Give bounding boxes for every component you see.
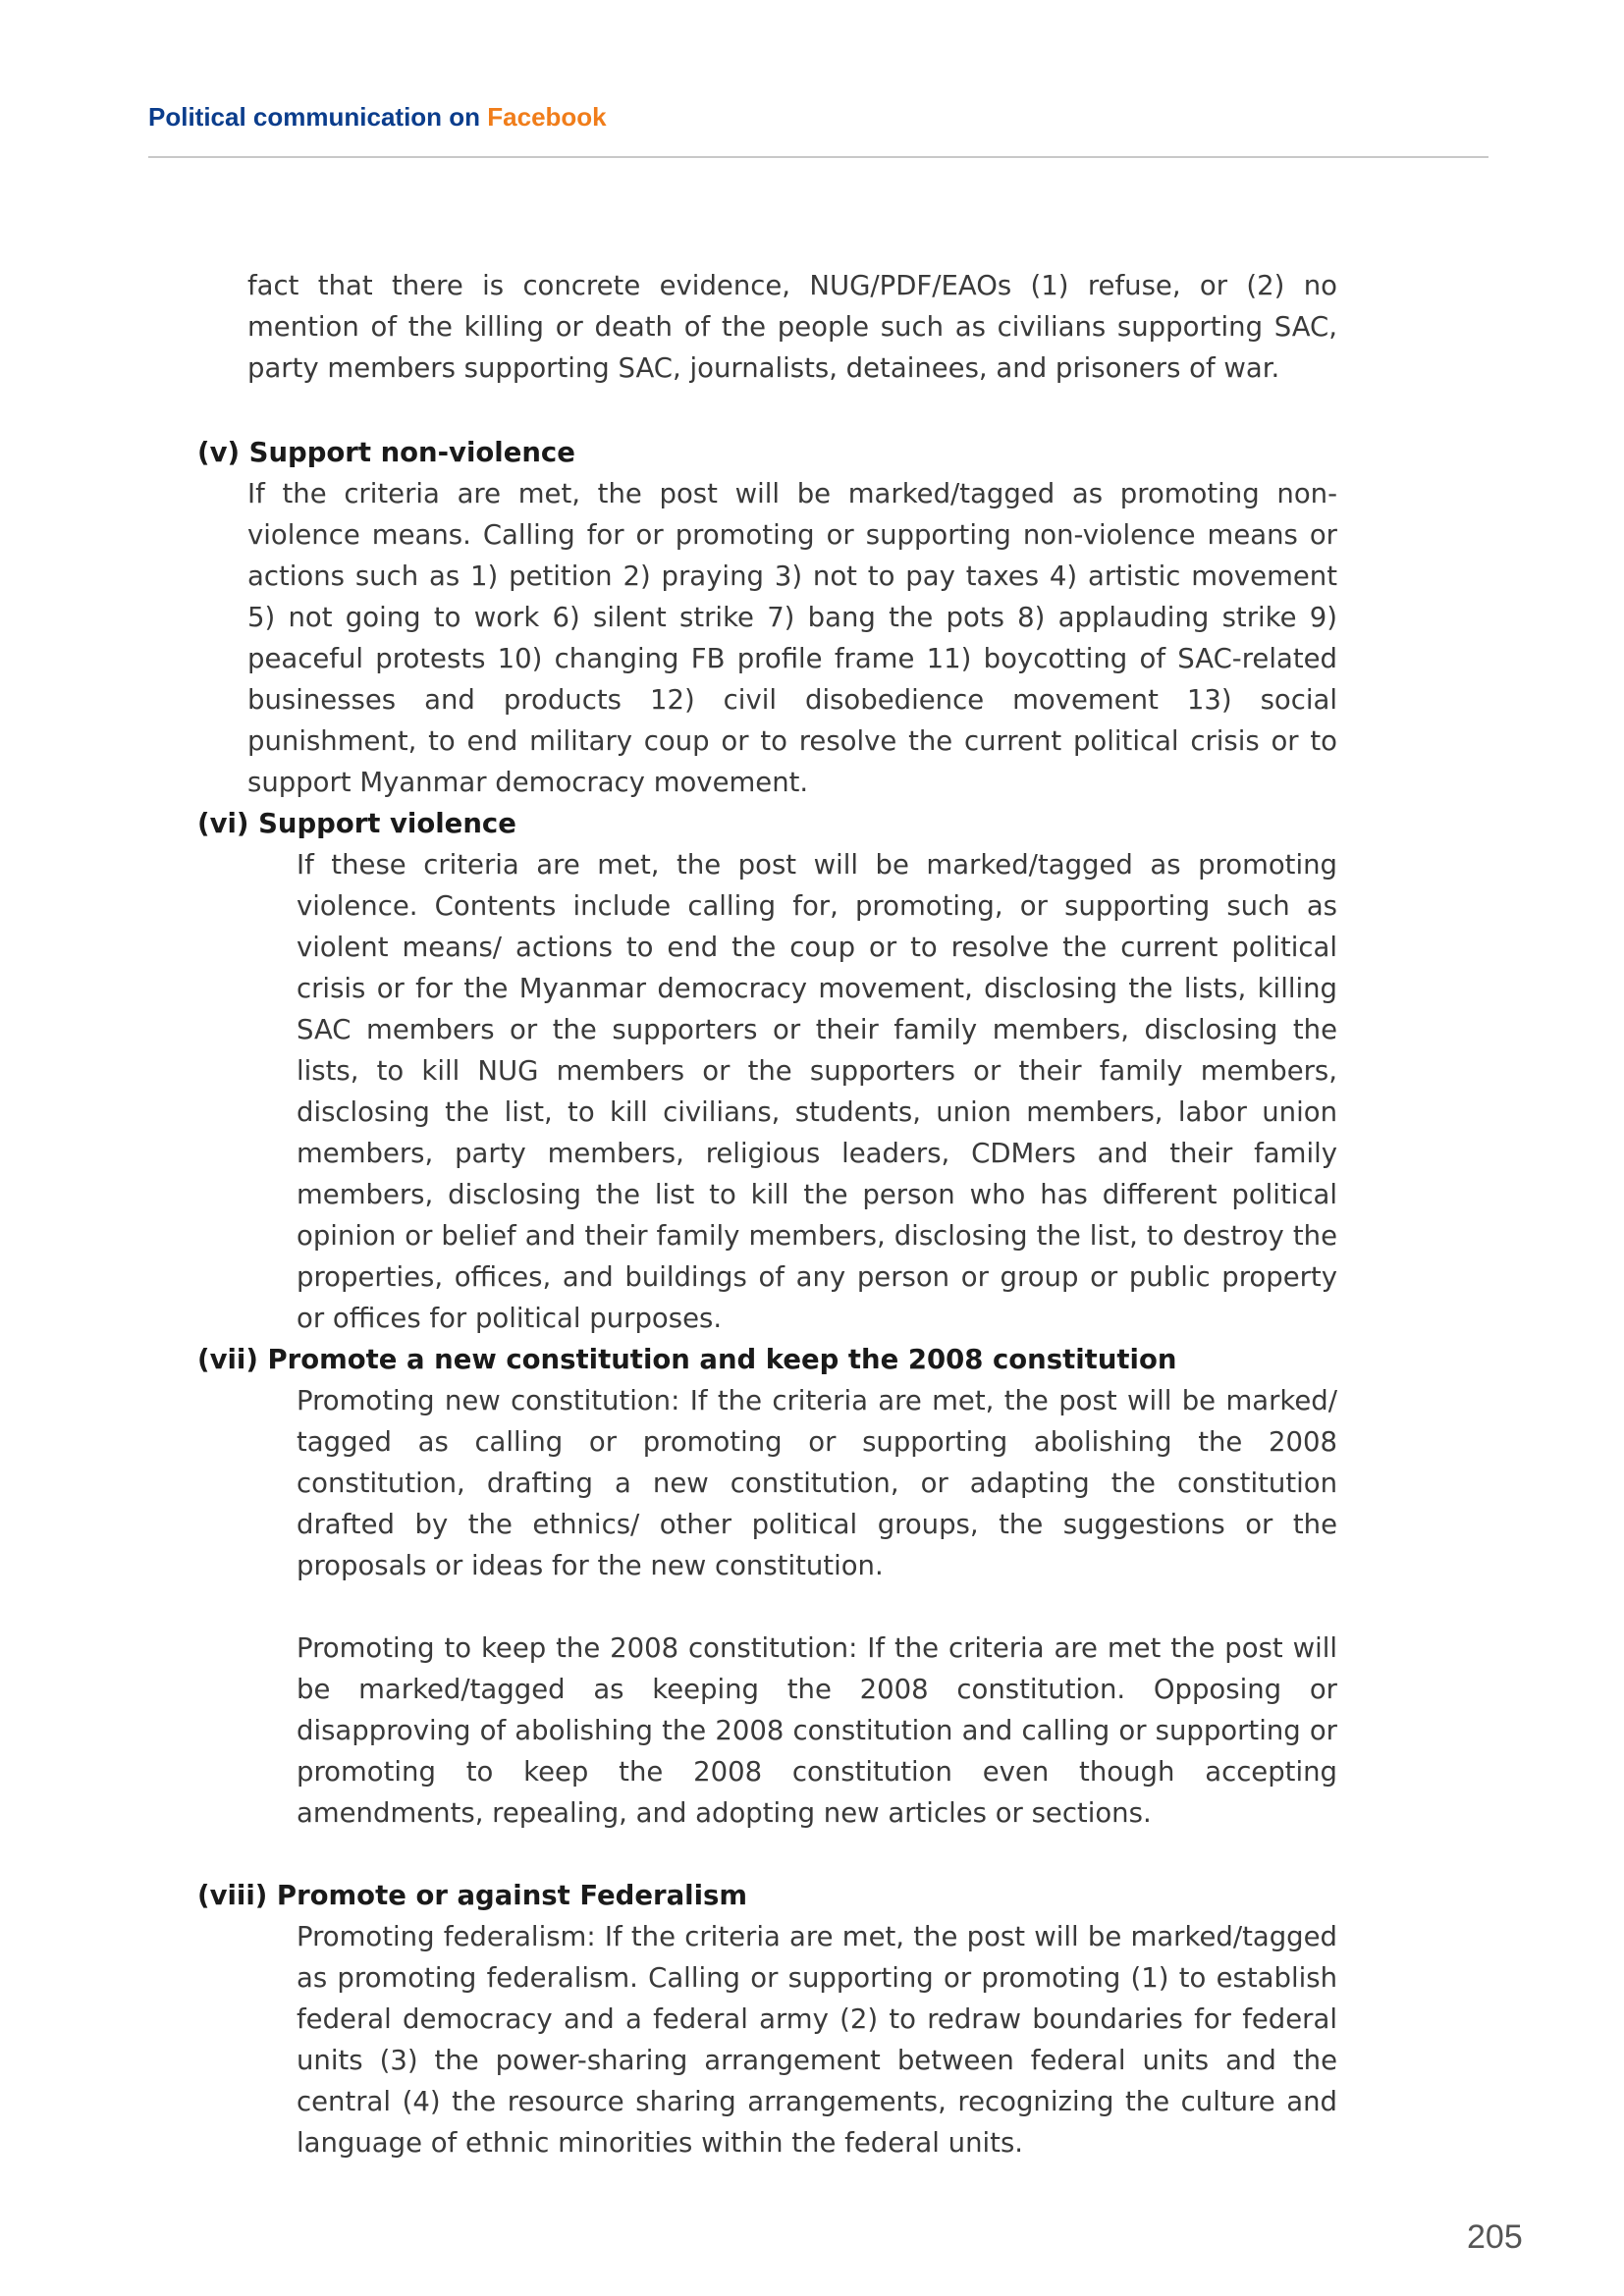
section-vi-paragraph: If these criteria are met, the post will be marked/tagged as promoting violence. Contents include calling for, promoting, or supporting such as violent means/ actions to end the coup or to resolve the current political crisis or for the Myanmar democracy movement, disclosing the lists, killing SAC members or the supporters or their family members, disclosing the lists, to kill NUG members or the supporters or their family members, disclosing the list, to kill civilians, students, union members, labor union members, party members, religious leaders, CDMers and their family members, disclosing the list to kill the person who has different political opinion or belief and their family members, disclosing the list, to destroy the properties, offices, and buildings of any person or group or public property or offices for political purposes.: [297, 849, 1337, 1334]
section-heading-viii: (viii) Promote or against Federalism: [197, 1880, 748, 1911]
continuation-paragraph: fact that there is concrete evidence, NUG/PDF/EAOs (1) refuse, or (2) no mention of the killing or death of the people such as civilians supporting SAC, party members supporting SAC, journalists, detainees, and prisoners of war.: [247, 270, 1337, 384]
running-header: [148, 102, 607, 133]
section-vii-paragraph-1: Promoting new constitution: If the criteria are met, the post will be marked/ tagged as calling or promoting or supporting abolishing the 2008 constitution, drafting a new constitution, or adapting the constitution drafted by the ethnics/ other political groups, the suggestions or the proposals or ideas for the new constitution.: [297, 1385, 1337, 1581]
running-header-accent: Facebook: [487, 102, 607, 132]
section-viii-paragraph: Promoting federalism: If the criteria are met, the post will be marked/tagged as promoting federalism. Calling or supporting or promoting (1) to establish federal democracy and a federal army (2) to redraw boundaries for federal units (3) the power-sharing arrangement between federal units and the central (4) the resource sharing arrangements, recognizing the culture and language of ethnic minorities within the federal units.: [297, 1921, 1337, 2159]
header-divider: [148, 156, 1489, 158]
section-heading-vi: (vi) Support violence: [197, 808, 516, 839]
section-v-paragraph: If the criteria are met, the post will be marked/tagged as promoting non-violence means. Calling for or promoting or supporting non-violence means or actions such as 1) petition 2) praying 3) not to pay taxes 4) artistic movement 5) not going to work 6) silent strike 7) bang the pots 8) applauding strike 9) peaceful protests 10) changing FB profile frame 11) boycotting of SAC-related businesses and products 12) civil disobedience movement 13) social punishment, to end military coup or to resolve the current political crisis or to support Myanmar democracy movement.: [247, 478, 1337, 798]
page-number: 205: [1467, 2218, 1523, 2256]
section-heading-v: (v) Support non-violence: [197, 437, 575, 468]
running-header-prefix: Political communication on: [148, 102, 488, 132]
section-heading-vii: (vii) Promote a new constitution and keep the 2008 constitution: [197, 1344, 1177, 1375]
section-vii-paragraph-2: Promoting to keep the 2008 constitution: If the criteria are met the post will be marked/tagged as keeping the 2008 constitution. Opposing or disapproving of abolishing the 2008 constitution and calling or supporting or promoting to keep the 2008 constitution even though accepting amendments, repealing, and adopting new articles or sections.: [297, 1632, 1337, 1829]
